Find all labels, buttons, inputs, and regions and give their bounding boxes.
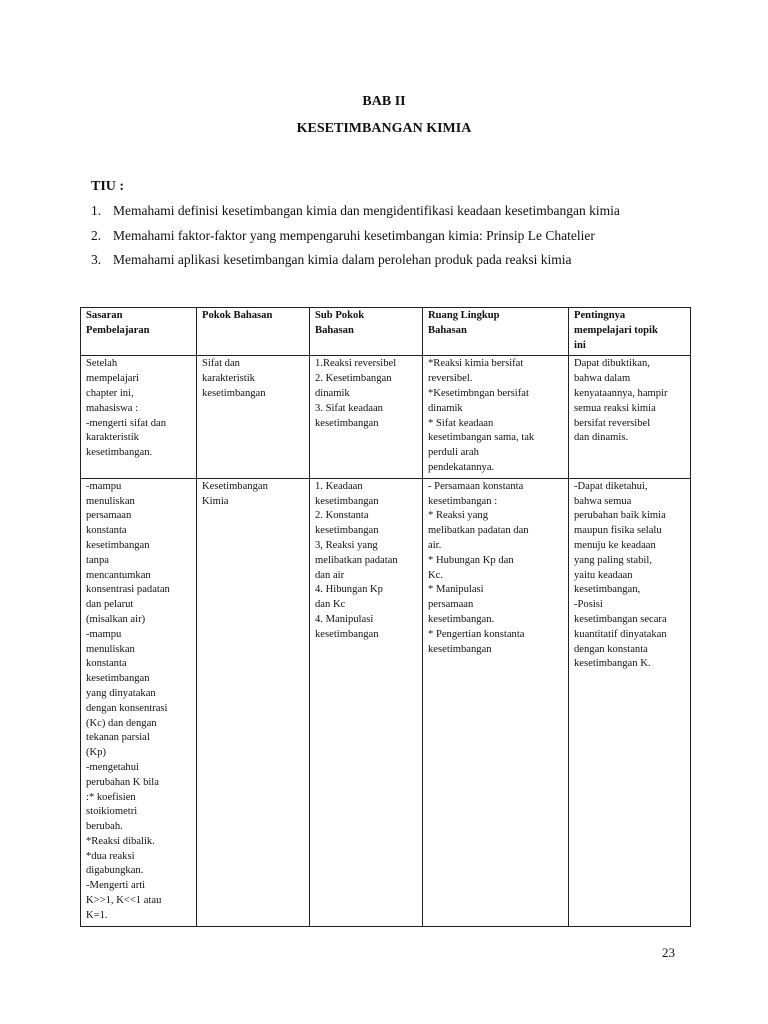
- objective-item: [91, 203, 620, 219]
- table-row: [81, 356, 691, 478]
- table-cell: Sifat dan karakteristik kesetimbangan: [197, 356, 310, 478]
- table-cell: Dapat dibuktikan, bahwa dalam kenyataannya, hampir semua reaksi kimia bersifat reversibel dan dinamis.: [569, 356, 691, 478]
- header-sub-pokok-bahasan: Sub Pokok Bahasan: [310, 308, 423, 356]
- header-pentingnya: Pentingnya mempelajari topik ini: [569, 308, 691, 356]
- page-number: 23: [662, 945, 675, 960]
- table-cell: Setelah mempelajari chapter ini, mahasiswa : -mengerti sifat dan karakteristik kesetimbangan.: [81, 356, 197, 478]
- table-header-row: [81, 308, 691, 356]
- header-ruang-lingkup-bahasan: Ruang Lingkup Bahasan: [423, 308, 569, 356]
- objective-number: 1.: [91, 203, 102, 218]
- table-row: [81, 478, 691, 926]
- header-sasaran-pembelajaran: Sasaran Pembelajaran: [81, 308, 197, 356]
- tiu-label: TIU :: [91, 179, 125, 194]
- syllabus-table: [80, 307, 691, 927]
- objective-item: [91, 252, 571, 268]
- objective-number: 2.: [91, 228, 102, 243]
- table-cell: 1. Keadaan kesetimbangan 2. Konstanta kesetimbangan 3, Reaksi yang melibatkan padatan dan air 4. Hibungan Kp dan Kc 4. Manipulasi kesetimbangan: [310, 478, 423, 926]
- chapter-title: KESETIMBANGAN KIMIA: [296, 121, 472, 136]
- table-cell: -Dapat diketahui, bahwa semua perubahan baik kimia maupun fisika selalu menuju ke keadaan yang paling stabil, yaitu keadaan kesetimbangan, -Posisi kesetimbangan secara kuantitatif dinyatakan dengan konstanta kesetimbangan K.: [569, 478, 691, 926]
- table-cell: 1.Reaksi reversibel 2. Kesetimbangan dinamik 3. Sifat keadaan kesetimbangan: [310, 356, 423, 478]
- table-cell: Kesetimbangan Kimia: [197, 478, 310, 926]
- table-cell: -mampu menuliskan persamaan konstanta kesetimbangan tanpa mencantumkan konsentrasi padatan dan pelarut (misalkan air) -mampu menuliskan konstanta kesetimbangan yang dinyatakan dengan konsentrasi (Kc) dan dengan tekanan parsial (Kp) -mengetahui perubahan K bila :* koefisien stoikiometri berubah. *Reaksi dibalik. *dua reaksi digabungkan. -Mengerti arti K>>1, K<<1 atau K=1.: [81, 478, 197, 926]
- objective-item: [91, 228, 595, 244]
- table-cell: *Reaksi kimia bersifat reversibel. *Kesetimbngan bersifat dinamik * Sifat keadaan kesetimbangan sama, tak perduli arah pendekatannya.: [423, 356, 569, 478]
- header-pokok-bahasan: Pokok Bahasan: [197, 308, 310, 356]
- objective-number: 3.: [91, 252, 102, 267]
- chapter-heading: BAB II: [362, 94, 406, 109]
- objective-text: Memahami aplikasi kesetimbangan kimia dalam perolehan produk pada reaksi kimia: [113, 252, 572, 267]
- objective-text: Memahami definisi kesetimbangan kimia dan mengidentifikasi keadaan kesetimbangan kimia: [113, 203, 620, 218]
- table-cell: - Persamaan konstanta kesetimbangan : * Reaksi yang melibatkan padatan dan air. * Hubungan Kp dan Kc. * Manipulasi persamaan kesetimbangan. * Pengertian konstanta kesetimbangan: [423, 478, 569, 926]
- objective-text: Memahami faktor-faktor yang mempengaruhi kesetimbangan kimia: Prinsip Le Chatelier: [113, 228, 595, 243]
